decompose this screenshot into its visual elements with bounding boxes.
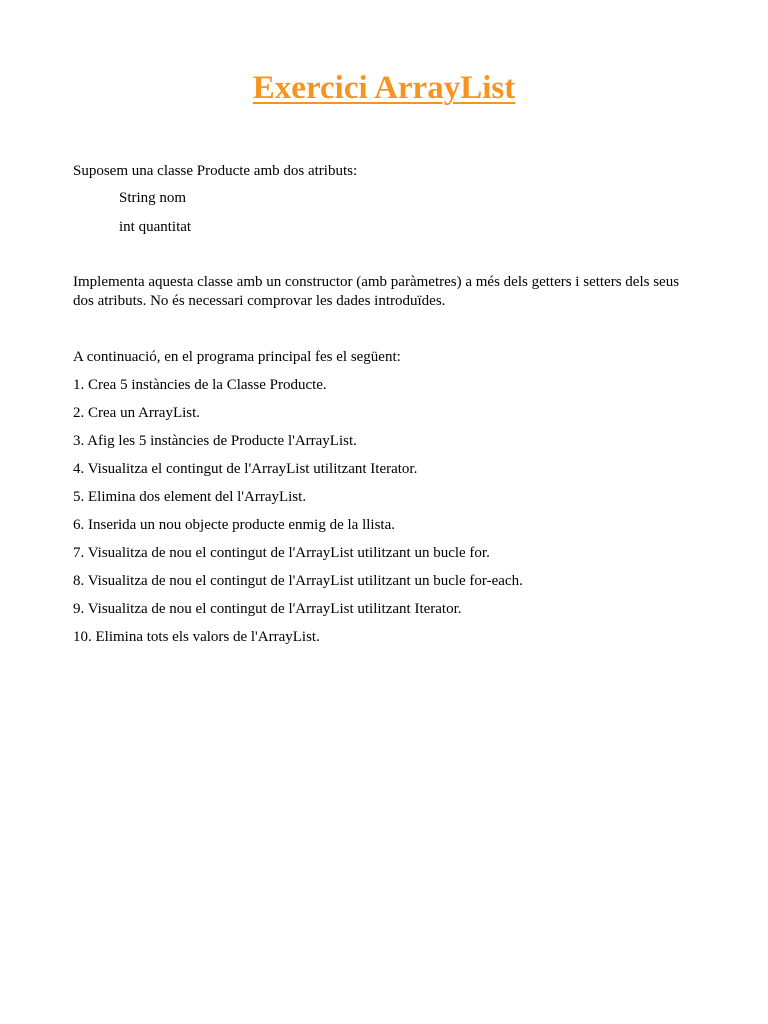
attribute-quantitat: int quantitat xyxy=(119,219,192,235)
attribute-nom: String nom xyxy=(119,190,187,206)
implementation-paragraph: Implementa aquesta classe amb un constructor (amb paràmetres) a més dels getters i setters dels seus dos atributs. No és necessari comprovar les dades introduïdes. xyxy=(73,274,680,309)
document-title: Exercici ArrayList xyxy=(252,70,516,106)
list-item: 7. Visualitza de nou el contingut de l'ArrayList utilitzant un bucle for. xyxy=(73,545,490,561)
list-item: 8. Visualitza de nou el contingut de l'ArrayList utilitzant un bucle for-each. xyxy=(73,573,523,589)
list-item: 3. Afig les 5 instàncies de Producte l'ArrayList. xyxy=(73,433,357,449)
list-item: 1. Crea 5 instàncies de la Classe Producte. xyxy=(73,377,327,393)
continuation-paragraph: A continuació, en el programa principal fes el següent: xyxy=(73,349,401,365)
steps-list xyxy=(73,376,523,656)
list-item: 4. Visualitza el contingut de l'ArrayList utilitzant Iterator. xyxy=(73,461,418,477)
list-item: 9. Visualitza de nou el contingut de l'ArrayList utilitzant Iterator. xyxy=(73,601,462,617)
list-item: 5. Elimina dos element del l'ArrayList. xyxy=(73,489,307,505)
intro-paragraph: Suposem una classe Producte amb dos atributs: xyxy=(73,163,358,179)
list-item: 6. Inserida un nou objecte producte enmig de la llista. xyxy=(73,517,395,533)
list-item: 2. Crea un ArrayList. xyxy=(73,405,201,421)
list-item: 10. Elimina tots els valors de l'ArrayList. xyxy=(73,629,320,645)
